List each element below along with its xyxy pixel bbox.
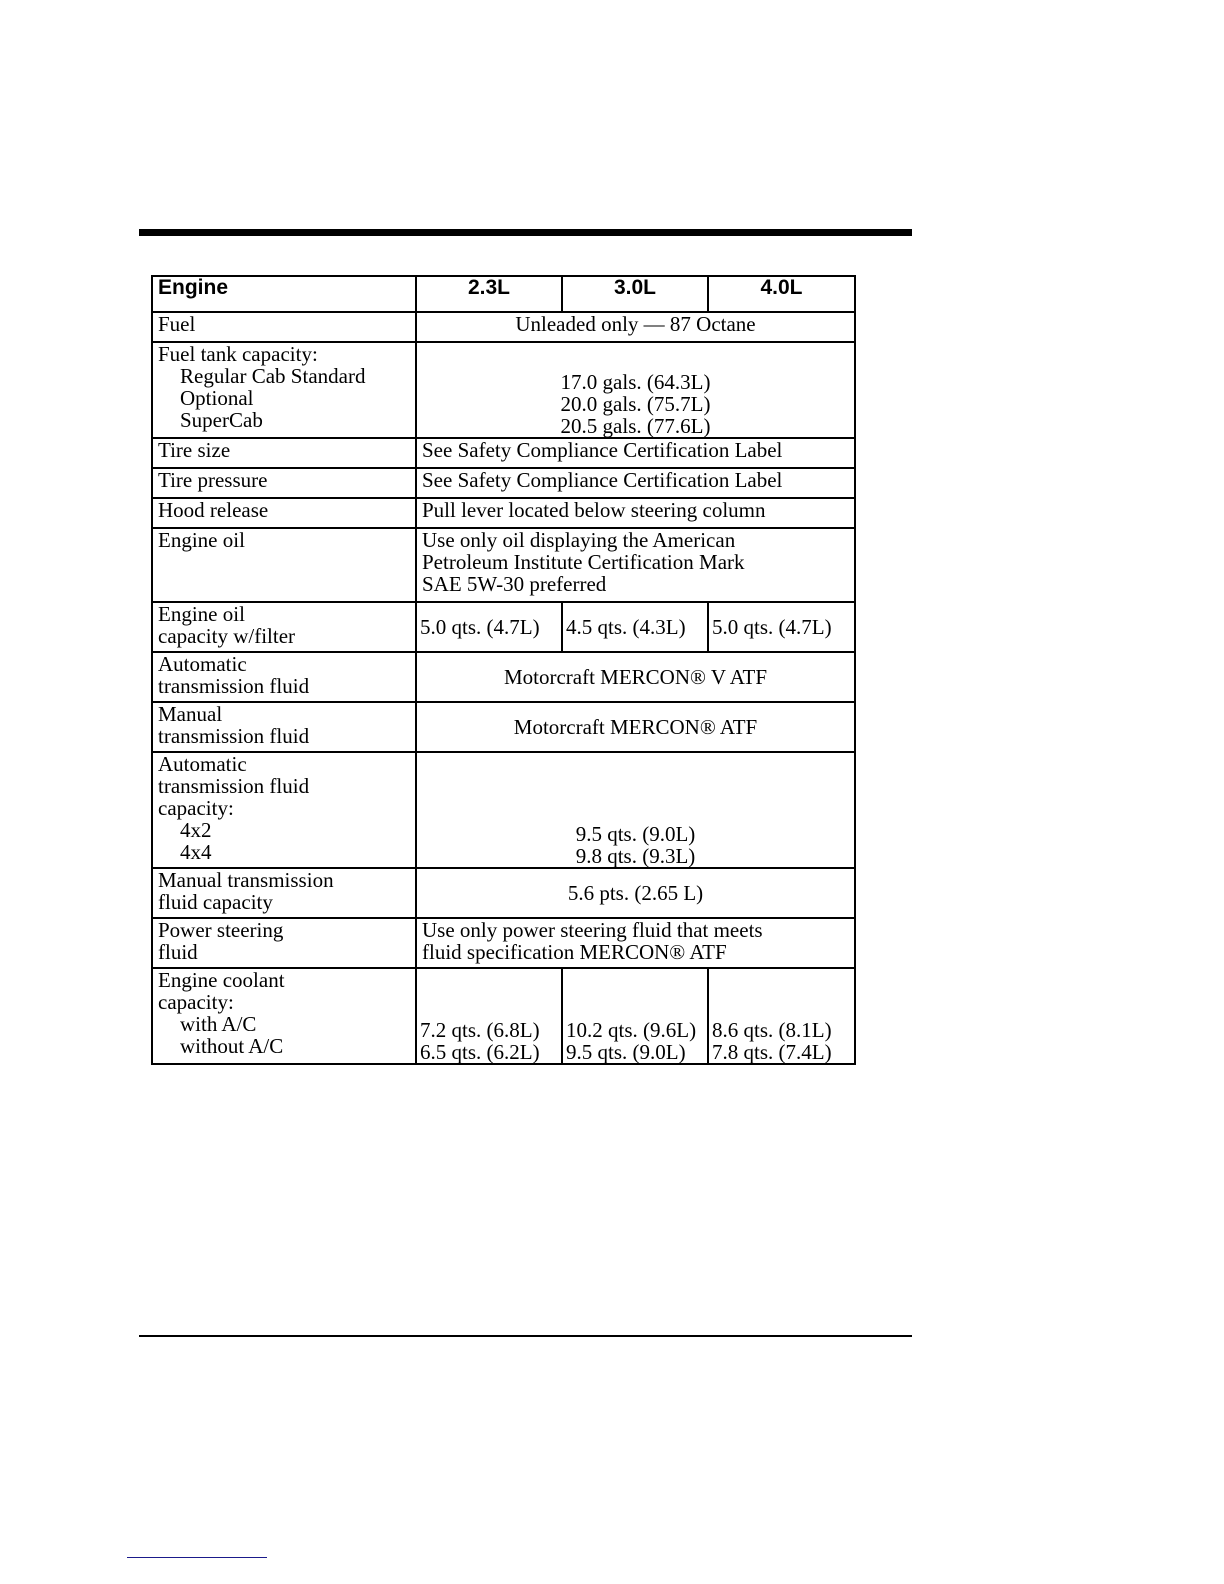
tank-sub-supercab: SuperCab — [180, 408, 263, 432]
atf-capacity-4x4: 9.8 qts. (9.3L) — [575, 844, 696, 868]
coolant-3-0l — [562, 968, 708, 1064]
mtf-label-1: Manual — [158, 702, 223, 726]
mtf-capacity-value: 5.6 pts. (2.65 L) — [416, 868, 855, 918]
coolant-4-0l — [708, 968, 855, 1064]
row-label — [152, 652, 416, 702]
table-row-engine-oil — [152, 528, 855, 602]
coolant-4-0l-with-ac: 8.6 qts. (8.1L) — [712, 1018, 832, 1042]
table-row-atf-capacity — [152, 752, 855, 868]
table-row-fuel-tank — [152, 342, 855, 438]
power-steering-value — [416, 918, 855, 968]
atf-capacity-4x2: 9.5 qts. (9.0L) — [575, 822, 696, 846]
table-row-tire-size — [152, 438, 855, 468]
row-label: Engine oil — [152, 528, 416, 602]
row-label — [152, 752, 416, 868]
atf-capacity-sub-4x4: 4x4 — [180, 840, 212, 864]
tank-value-optional: 20.0 gals. (75.7L) — [560, 392, 711, 416]
fuel-value: Unleaded only — 87 Octane — [416, 312, 855, 342]
row-label — [152, 342, 416, 438]
tank-sub-regular: Regular Cab Standard — [180, 364, 366, 388]
coolant-sub-without-ac: without A/C — [180, 1034, 284, 1058]
atf-capacity-label-3: capacity: — [158, 796, 234, 820]
header-3-0l: 3.0L — [562, 276, 708, 312]
table-row-atf — [152, 652, 855, 702]
table-row-power-steering — [152, 918, 855, 968]
oil-capacity-2-3l: 5.0 qts. (4.7L) — [416, 602, 562, 652]
coolant-3-0l-without-ac: 9.5 qts. (9.0L) — [566, 1040, 686, 1064]
row-label: Tire pressure — [152, 468, 416, 498]
tire-size-value: See Safety Compliance Certification Label — [416, 438, 855, 468]
coolant-label-1: Engine coolant — [158, 968, 285, 992]
hood-release-value: Pull lever located below steering column — [416, 498, 855, 528]
row-label — [152, 968, 416, 1064]
power-steering-line-1: Use only power steering fluid that meets — [422, 918, 763, 942]
oil-capacity-3-0l: 4.5 qts. (4.3L) — [562, 602, 708, 652]
table-row-tire-pressure — [152, 468, 855, 498]
mtf-capacity-label-1: Manual transmission — [158, 868, 334, 892]
table-header-row — [152, 276, 855, 312]
atf-capacity-sub-4x2: 4x2 — [180, 818, 212, 842]
oil-capacity-4-0l: 5.0 qts. (4.7L) — [708, 602, 855, 652]
engine-oil-line-1: Use only oil displaying the American — [422, 528, 736, 552]
table-row-hood-release — [152, 498, 855, 528]
header-2-3l: 2.3L — [416, 276, 562, 312]
tire-pressure-value: See Safety Compliance Certification Label — [416, 468, 855, 498]
coolant-2-3l-without-ac: 6.5 qts. (6.2L) — [420, 1040, 540, 1064]
oil-capacity-label-1: Engine oil — [158, 602, 245, 626]
tank-label: Fuel tank capacity: — [158, 342, 318, 366]
coolant-4-0l-without-ac: 7.8 qts. (7.4L) — [712, 1040, 832, 1064]
tank-value-regular: 17.0 gals. (64.3L) — [560, 370, 711, 394]
header-4-0l: 4.0L — [708, 276, 855, 312]
row-label: Fuel — [152, 312, 416, 342]
coolant-label-2: capacity: — [158, 990, 234, 1014]
row-label: Hood release — [152, 498, 416, 528]
specifications-table — [151, 275, 856, 1065]
mtf-value: Motorcraft MERCON® ATF — [416, 702, 855, 752]
atf-capacity-values — [416, 752, 855, 868]
engine-oil-line-3: SAE 5W-30 preferred — [422, 572, 607, 596]
tank-values — [416, 342, 855, 438]
tank-value-supercab: 20.5 gals. (77.6L) — [560, 414, 711, 438]
oil-capacity-label-2: capacity w/filter — [158, 624, 296, 648]
table-row-oil-capacity — [152, 602, 855, 652]
table-row-coolant — [152, 968, 855, 1064]
engine-oil-value — [416, 528, 855, 602]
coolant-sub-with-ac: with A/C — [180, 1012, 257, 1036]
footer-rule — [127, 1557, 267, 1558]
atf-capacity-label-1: Automatic — [158, 752, 247, 776]
coolant-3-0l-with-ac: 10.2 qts. (9.6L) — [566, 1018, 697, 1042]
row-label: Tire size — [152, 438, 416, 468]
coolant-2-3l-with-ac: 7.2 qts. (6.8L) — [420, 1018, 540, 1042]
power-steering-label-2: fluid — [158, 940, 198, 964]
bottom-rule — [139, 1335, 912, 1337]
table-row-fuel — [152, 312, 855, 342]
mtf-capacity-label-2: fluid capacity — [158, 890, 273, 914]
row-label — [152, 702, 416, 752]
atf-label-2: transmission fluid — [158, 674, 310, 698]
row-label — [152, 868, 416, 918]
atf-label-1: Automatic — [158, 652, 247, 676]
mtf-label-2: transmission fluid — [158, 724, 310, 748]
top-rule — [139, 229, 912, 236]
coolant-2-3l — [416, 968, 562, 1064]
table-row-mtf-capacity — [152, 868, 855, 918]
table-row-mtf — [152, 702, 855, 752]
atf-capacity-label-2: transmission fluid — [158, 774, 310, 798]
power-steering-line-2: fluid specification MERCON® ATF — [422, 940, 727, 964]
row-label — [152, 602, 416, 652]
atf-value: Motorcraft MERCON® V ATF — [416, 652, 855, 702]
row-label — [152, 918, 416, 968]
engine-oil-line-2: Petroleum Institute Certification Mark — [422, 550, 745, 574]
power-steering-label-1: Power steering — [158, 918, 284, 942]
header-engine: Engine — [152, 276, 416, 312]
tank-sub-optional: Optional — [180, 386, 254, 410]
